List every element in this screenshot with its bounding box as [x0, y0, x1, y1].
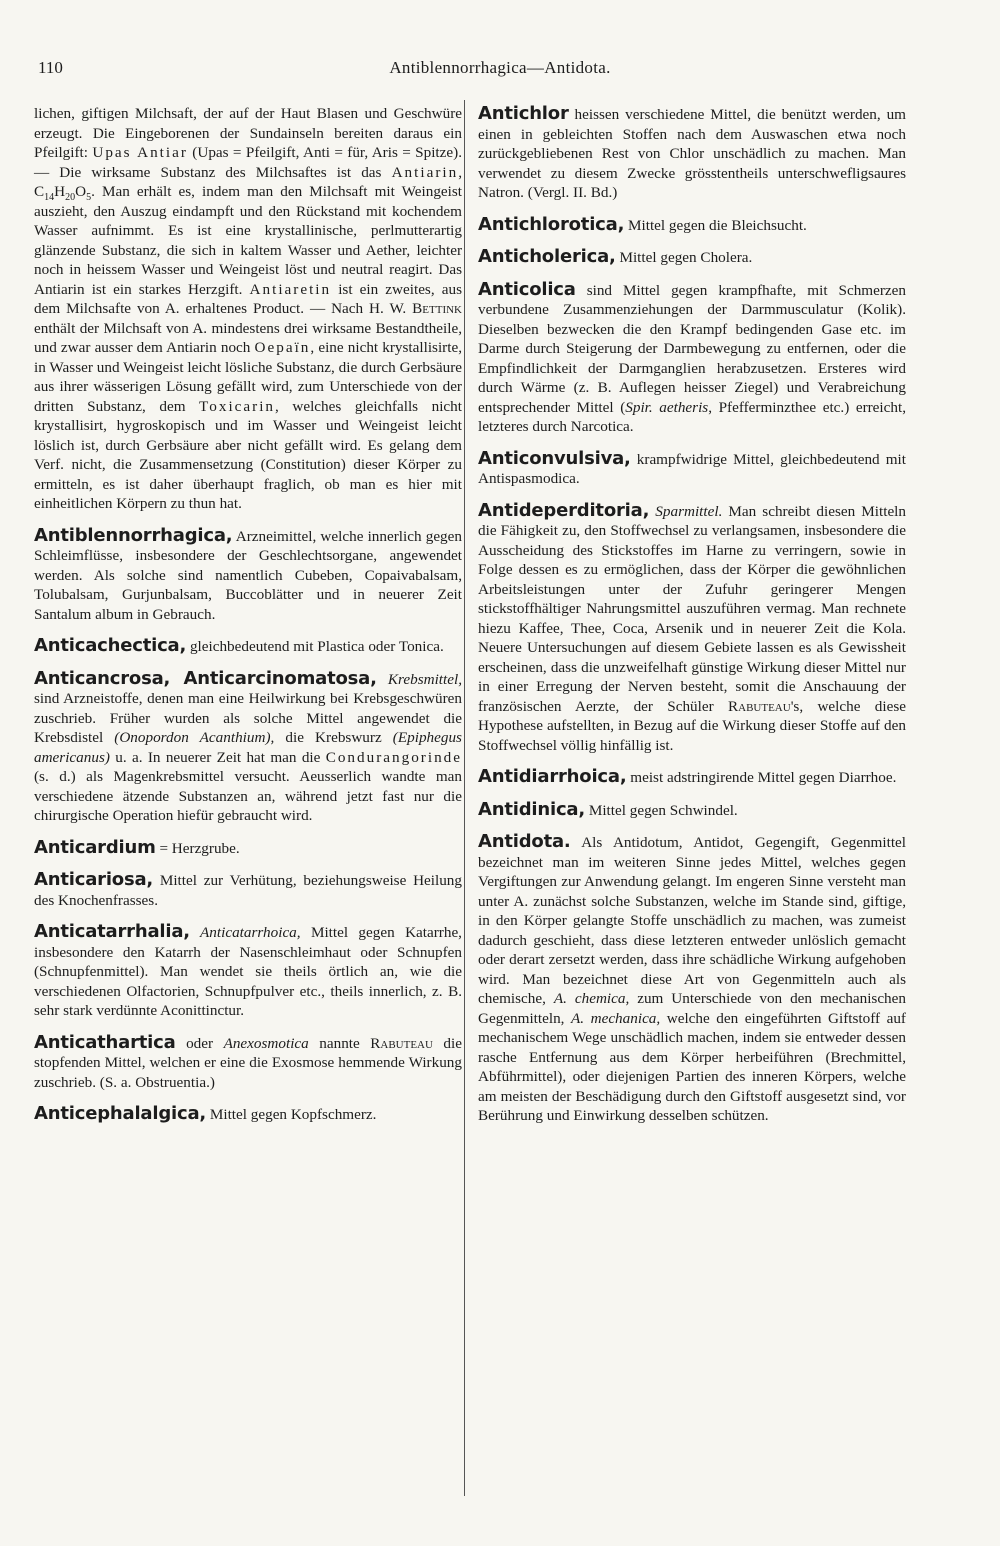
- entry-anticachectica: Anticachectica, gleichbedeutend mit Plastica oder Tonica.: [34, 635, 444, 656]
- entry-antideperditoria: Antideperditoria, Sparmittel. Man schreibt diesen Mitteln die Fähigkeit zu, den Stoffwechsel zu verlangsamen, insbesondere die Ausscheidung des Stickstoffes im Harne zu verringern, sowie in Folge dessen es zu ermöglichen, dass der Körper die gewöhnlichen Arbeitsleistungen unter der Zufuhr geringerer Mengen stickstoffhältiger Nahrungsmittel auszuführen vermag. Man rechnete hiezu Kaffee, Thee, Coca, Arsenik und in neuerer Zeit die Kola. Neuere Untersuchungen auf diesem Gebiete lassen es als Gewissheit erscheinen, dass die unzweifelhaft günstige Wirkung dieser Mittel nur in einer Erregung der Nerven besteht, somit die Anschauung der französischen Aerzte, der Schüler Rabuteau's, welche diese Hypothese aufstellten, in Bezug auf die Wirkung dieser Stoffe auf den Stoffwechsel völlig hinfällig ist.: [478, 499, 906, 754]
- headword: Antiblennorrhagica,: [34, 524, 233, 546]
- headword: Anticephalalgica,: [34, 1103, 207, 1124]
- headword: Antidota.: [478, 831, 571, 852]
- headword: Antichlorotica,: [478, 213, 625, 235]
- entry-anticancrosa: Anticancrosa, Anticarcinomatosa, Krebsmittel, sind Arzneistoffe, denen man eine Heilwirkung bei Krebsgeschwüren zuschrieb. Früher wurden als solche Mittel angewendet die Krebsdistel (Onopordon Acanthium), die Krebswurz (Epiphegus americanus) u. a. In neuerer Zeit hat man die Condurangorinde (s. d.) als Magenkrebsmittel versucht. Aeusserlich wandte man verschiedene ätzende Substanzen an, während jetzt fast nur die chirurgische Operation hiefür gebraucht wird.: [34, 667, 462, 824]
- entry-antiaris-continued: lichen, giftigen Milchsaft, der auf der Haut Blasen und Geschwüre erzeugt. Die Eingeborenen der Sundainseln bereiten daraus ein Pfeilgift: Upas Antiar (Upas = Pfeilgift, Anti = für, Aris = Spitze). — Die wirksame Substanz des Milchsaftes ist das Antiarin, $C_{14}H_{20}O_5$. Man erhält es, indem man den Milchsaft mit Weingeist auszieht, den Auszug eindampft und den Rückstand mit kochendem Wasser aufnimmt. Es ist eine krystallinische, perlmutterartig glänzende Substanz, die sich in kaltem Wasser und Aether, leichter noch in heissem Wasser und Weingeist löst und neutral reagirt. Das Antiarin ist ein starkes Herzgift. Antiaretin ist ein zweites, aus dem Milchsafte von A. erhaltenes Product. — Nach H. W. Bettink enthält der Milchsaft von A. mindestens drei wirksame Bestandtheile, und zwar ausser dem Antiarin noch Oepaïn, eine nicht krystallisirte, in Wasser und Weingeist leicht lösliche Substanz, die durch Gerbsäure aus ihrer wässerigen Lösung gefällt wird, zum Unterschiede von der dritten Substanz, dem Toxicarin, welches gleichfalls nicht krystallisirt, hygroskopisch und im Wasser und Weingeist leicht löslich ist, durch Gerbsäure aber nicht gefällt wird. Es gelang dem Verf. nicht, die Zusammensetzung (Constitution) dieser Körper zu ermitteln, es ist daher überhaupt fraglich, ob man es hier mit einheitlichen Körpern zu thun hat.: [34, 105, 462, 512]
- running-head: Antiblennorrhagica—Antidota.: [389, 58, 611, 77]
- headword: Anticatarrhalia,: [34, 921, 190, 942]
- headword: Anticachectica,: [34, 635, 187, 656]
- headword: Anticholerica,: [478, 246, 616, 267]
- headword: Antichlor: [478, 103, 569, 124]
- left-column: [34, 104, 462, 1125]
- headword: Anticardium: [34, 836, 156, 858]
- headword: Anticathartica: [34, 1031, 176, 1053]
- headword: Anticolica: [478, 278, 576, 300]
- right-column: [478, 104, 906, 1126]
- entry-antichlor: Antichlor heissen verschiedene Mittel, die benützt werden, um einen in gebleichten Stoffen nach dem Auswaschen etwa noch zurückgebliebenen Rest von Chlor unschädlich zu machen. Man verwendet zu diesem Zwecke grösstentheils unterschwefligsaures Natron. (Vergl. II. Bd.): [478, 103, 906, 201]
- headword: Anticariosa,: [34, 869, 154, 890]
- entry-anticholerica: Anticholerica, Mittel gegen Cholera.: [478, 246, 753, 267]
- headword: Antideperditoria,: [478, 499, 650, 521]
- entry-anticathartica: Anticathartica oder Anexosmotica nannte Rabuteau die stopfenden Mittel, welchen er eine die Exosmose hemmende Wirkung zuschrieb. (S. a. Obstruentia.): [34, 1031, 462, 1091]
- page-header: [38, 58, 962, 82]
- headword: Antidiarrhoica,: [478, 766, 627, 787]
- entry-anticardium: Anticardium = Herzgrube.: [34, 836, 240, 858]
- entry-antichlorotica: Antichlorotica, Mittel gegen die Bleichsucht.: [478, 213, 807, 235]
- page-number: 110: [38, 58, 63, 77]
- entry-anticariosa: Anticariosa, Mittel zur Verhütung, beziehungsweise Heilung des Knochenfrasses.: [34, 869, 462, 909]
- column-divider: [464, 100, 465, 1496]
- headword: Anticancrosa, Anticarcinomatosa,: [34, 667, 377, 689]
- entry-antidota: Antidota. Als Antidotum, Antidot, Gegengift, Gegenmittel bezeichnet man im weiteren Sinne jedes Mittel, welches gegen Vergiftungen zur Anwendung gelangt. Im engeren Sinne versteht man unter A. zunächst solche Substanzen, welche im Stande sind, giftige, in den Körper gelangte Stoffe unschädlich zu machen, was zumeist dadurch geschieht, dass diese letzteren entweder unlöslich gemacht oder derart zersetzt werden, dass ihre schädliche Wirkung aufgehoben wird. Man bezeichnet diese Art von Gegenmitteln auch als chemische, A. chemica, zum Unterschiede von den mechanischen Gegenmitteln, A. mechanica, welche den eingeführten Giftstoff auf mechanischem Wege unschädlich machen, indem sie entweder dessen rasche Entfernung aus dem Körper herbeiführen (Brechmittel, Abführmittel), oder diejenigen Partien des inneren Körpers, welche am meisten der Beschädigung durch den Giftstoff ausgesetzt sind, vor Berührung und Einwirkung desselben schützen.: [478, 831, 906, 1124]
- headword: Anticonvulsiva,: [478, 447, 631, 469]
- entry-antidinica: Antidinica, Mittel gegen Schwindel.: [478, 798, 738, 820]
- headword: Antidinica,: [478, 798, 586, 820]
- entry-antiblennorrhagica: Antiblennorrhagica, Arzneimittel, welche innerlich gegen Schleimflüsse, insbesondere der Geschlechtsorgane, angewendet werden. Als solche sind namentlich Cubeben, Copaivabalsam, Tolubalsam, Gurjunbalsam, Buccoblätter und in neuerer Zeit Santalum album in Gebrauch.: [34, 524, 462, 623]
- entry-antidiarrhoica: Antidiarrhoica, meist adstringirende Mittel gegen Diarrhoe.: [478, 766, 897, 787]
- entry-anticatarrhalia: Anticatarrhalia, Anticatarrhoica, Mittel gegen Katarrhe, insbesondere den Katarrh der Nasenschleimhaut oder Schnupfen (Schnupfenmittel). Man wendet sie theils örtlich an, wie die verschiedenen Olfactorien, Schnupfpulver etc., theils innerlich, z. B. sehr stark verdünnte Aconittinctur.: [34, 921, 462, 1019]
- entry-anticephalalgica: Anticephalalgica, Mittel gegen Kopfschmerz.: [34, 1103, 377, 1124]
- entry-anticonvulsiva: Anticonvulsiva, krampfwidrige Mittel, gleichbedeutend mit Antispasmodica.: [478, 447, 906, 487]
- entry-anticolica: Anticolica sind Mittel gegen krampfhafte, mit Schmerzen verbundene Zusammenziehungen der Darmmusculatur (Kolik). Dieselben bezwecken die den Krampf bedingenden Gase etc. im Darme durch Steigerung der Darmbewegung zu entfernen, oder die Empfindlichkeit der Darmganglien herabzusetzen. Ersteres wird durch Wärme (z. B. Auflegen heisser Ziegel) und Verabreichung entsprechender Mittel (Spir. aetheris, Pfefferminzthee etc.) erreicht, letzteres durch Narcotica.: [478, 278, 906, 435]
